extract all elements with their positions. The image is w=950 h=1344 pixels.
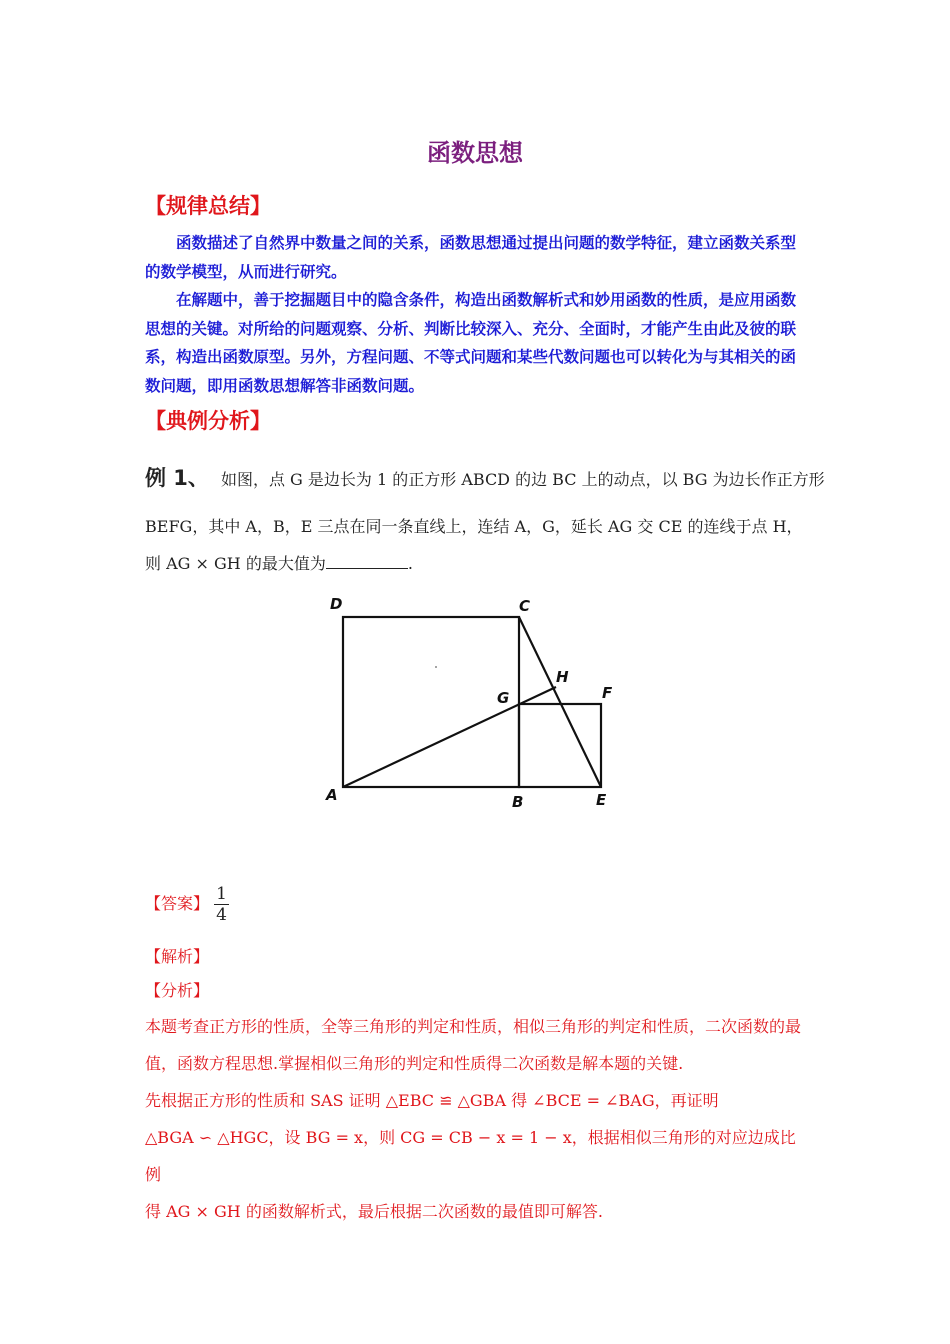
label-c: C <box>519 597 531 615</box>
answer-line <box>145 884 229 925</box>
line-ah <box>343 687 556 787</box>
summary-heading: 【规律总结】 <box>145 194 271 218</box>
line-ce <box>519 617 601 787</box>
fenxi-label: 【分析】 <box>145 981 210 1000</box>
square-abcd <box>343 617 519 787</box>
label-a: A <box>326 786 338 804</box>
square-befg <box>519 704 601 787</box>
label-f: F <box>602 684 613 702</box>
analysis-line-1: 本题考查正方形的性质，全等三角形的判定和性质，相似三角形的判定和性质，二次函数的最值，函数方程思想.掌握相似三角形的判定和性质得二次函数是解本题的关键. <box>145 1017 802 1073</box>
example-1-text-1: 如图，点 G 是边长为 1 的正方形 ABCD 的边 BC 上的动点，以 BG 为边长作正方形 <box>220 470 825 489</box>
example-1-text-3-end: . <box>407 554 413 573</box>
stray-dot <box>435 666 437 668</box>
answer-denominator: 4 <box>216 905 227 925</box>
summary-text <box>145 229 810 400</box>
jiexi-label: 【解析】 <box>145 947 210 966</box>
answer-numerator: 1 <box>216 884 227 904</box>
label-b: B <box>512 793 524 811</box>
page-title: 函数思想 <box>427 139 523 167</box>
example-1-text-2: BEFG，其中 A，B，E 三点在同一条直线上，连结 A，G，延长 AG 交 CE 的连线于点 H， <box>145 517 803 536</box>
analysis-line-4: 得 AG × GH 的函数解析式，最后根据二次函数的最值即可解答. <box>145 1202 603 1221</box>
answer-fraction <box>214 884 229 925</box>
answer-label: 【答案】 <box>145 894 210 913</box>
summary-paragraph-2: 在解题中，善于挖掘题目中的隐含条件，构造出函数解析式和妙用函数的性质，是应用函数思想的关键。对所给的问题观察、分析、判断比较深入、充分、全面时，才能产生由此及彼的联系，构造出函数原型。另外，方程问题、不等式问题和某些代数问题也可以转化为与其相关的函数问题，即用函数思想解答非函数问题。 <box>145 291 797 395</box>
analysis-line-2: 先根据正方形的性质和 SAS 证明 △EBC ≌ △GBA 得 ∠BCE = ∠BAG，再证明 <box>145 1091 719 1110</box>
summary-paragraph-1: 函数描述了自然界中数量之间的关系，函数思想通过提出问题的数学特征，建立函数关系型的数学模型，从而进行研究。 <box>145 234 797 281</box>
examples-heading: 【典例分析】 <box>145 409 271 433</box>
example-1-line-1 <box>145 462 825 492</box>
example-1-label: 例 1、 <box>145 466 209 490</box>
example-1-text-3: 则 AG × GH 的最大值为 <box>145 554 326 573</box>
label-e: E <box>596 791 607 809</box>
geometry-figure <box>310 585 630 820</box>
answer-blank <box>326 554 408 569</box>
analysis-text <box>145 1008 810 1230</box>
label-d: D <box>330 595 343 613</box>
label-h: H <box>556 668 569 686</box>
label-g: G <box>497 689 510 707</box>
analysis-line-3: △BGA ∽ △HGC，设 BG = x，则 CG = CB − x = 1 − x，根据相似三角形的对应边成比例 <box>145 1128 796 1184</box>
example-1-line-3 <box>145 551 413 574</box>
